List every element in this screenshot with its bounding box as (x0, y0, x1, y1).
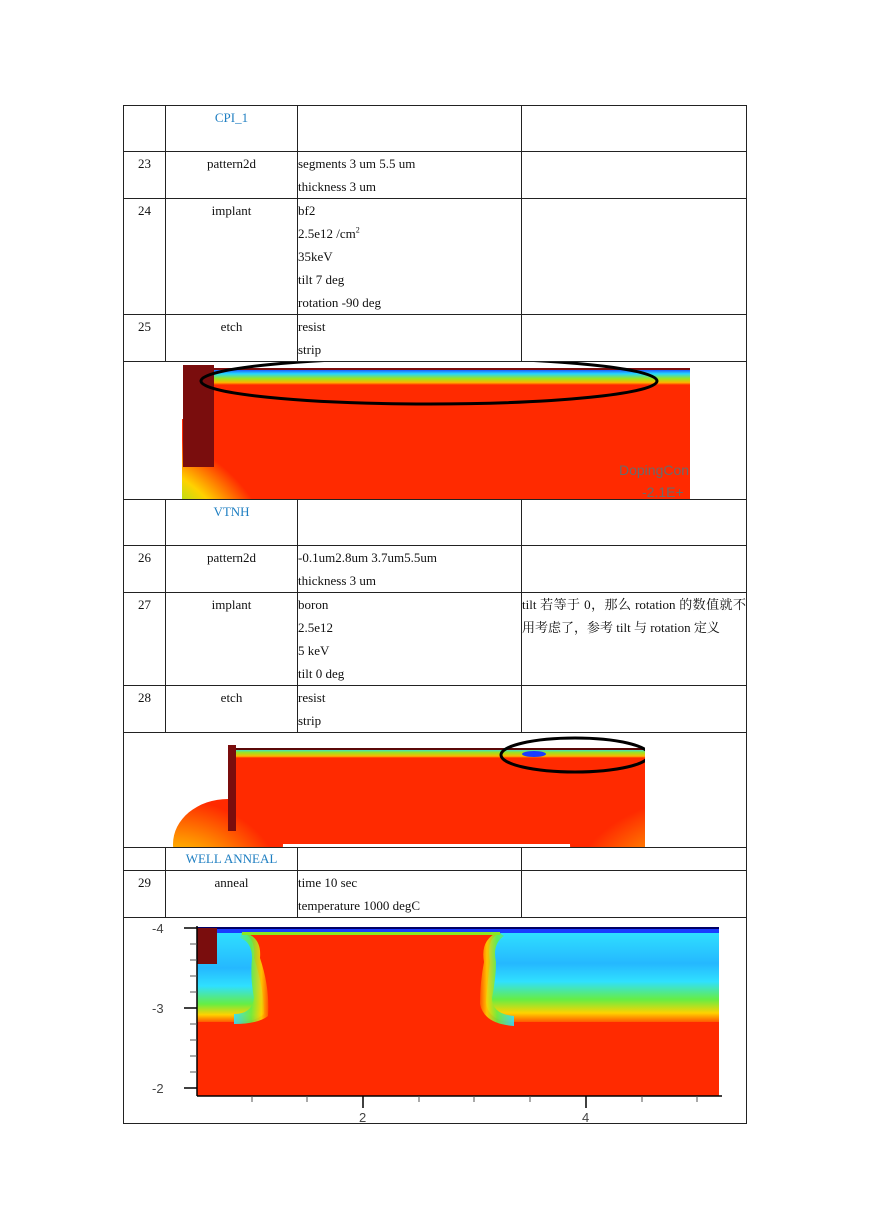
figure-row (124, 362, 747, 500)
implant-spot (522, 751, 546, 757)
figure-row (124, 733, 747, 848)
step-number: 28 (124, 686, 166, 733)
step-name: anneal (166, 871, 298, 918)
y-tick-label: -3 (152, 1001, 164, 1016)
step-params (298, 593, 522, 686)
param-line: time 10 sec (298, 875, 358, 890)
x-tick-label: 2 (359, 1110, 367, 1123)
surface-layer-green (242, 932, 500, 935)
step-name: etch (166, 686, 298, 733)
param-line: 2.5e12 $/cm^2$ (298, 225, 360, 241)
plot-clip (720, 918, 745, 1123)
param-line: rotation -90 deg (298, 295, 382, 310)
step-number: 27 (124, 593, 166, 686)
param-line: -0.1um2.8um 3.7um5.5um (298, 550, 438, 565)
section-row-vtnh (124, 500, 747, 546)
plot-clip (645, 733, 745, 847)
step-name: etch (166, 315, 298, 362)
step-name: pattern2d (166, 546, 298, 593)
param-line: boron (298, 597, 329, 612)
surface-layer (214, 369, 690, 385)
step-params (298, 871, 522, 918)
param-line: temperature 1000 degC (298, 898, 421, 913)
step-name: pattern2d (166, 152, 298, 199)
well-region-right (486, 932, 719, 1022)
plot-clip-left (124, 362, 182, 499)
step-number: 26 (124, 546, 166, 593)
figure-row (124, 918, 747, 1124)
resist-block (228, 745, 236, 831)
section-row-cpi (124, 106, 747, 152)
param-line: bf2 (298, 203, 316, 218)
table-row (124, 593, 747, 686)
y-tick-label: -4 (152, 921, 164, 936)
param-line: tilt 0 deg (298, 666, 345, 681)
resist-block (197, 928, 217, 964)
doping-plot-anneal (124, 918, 745, 1123)
table-row (124, 546, 747, 593)
plot-clip (690, 362, 745, 499)
x-tick-label: 4 (582, 1110, 590, 1123)
step-params (298, 546, 522, 593)
step-number: 23 (124, 152, 166, 199)
table-row (124, 315, 747, 362)
step-params (298, 315, 522, 362)
superscript: 2 (355, 225, 360, 235)
surface-layer (236, 749, 645, 758)
param-line: 35keV (298, 249, 333, 264)
param-line: 2.5e12 (298, 620, 334, 635)
step-name: implant (166, 199, 298, 315)
x-minor-ticks (252, 1096, 697, 1102)
doping-plot-cpi (124, 362, 745, 499)
step-number: 24 (124, 199, 166, 315)
table-row (124, 871, 747, 918)
resist-block (183, 365, 214, 467)
section-title: WELL ANNEAL (166, 848, 298, 871)
step-params (298, 199, 522, 315)
doping-plot-vtnh (124, 733, 745, 847)
surface-line (197, 927, 719, 929)
legend-title: DopingCon (619, 462, 690, 478)
param-line: thickness 3 um (298, 573, 376, 588)
step-params (298, 686, 522, 733)
surface-line (236, 748, 645, 750)
step-name: implant (166, 593, 298, 686)
y-tick-label: -2 (152, 1081, 164, 1096)
param-line: resist (298, 319, 326, 334)
table-row (124, 199, 747, 315)
table-row (124, 686, 747, 733)
param-line: strip (298, 342, 322, 357)
section-title: VTNH (166, 500, 298, 546)
table-row (124, 152, 747, 199)
legend-value: -2.1E+ (642, 484, 684, 499)
param-line: tilt 7 deg (298, 272, 345, 287)
param-line: thickness 3 um (298, 179, 376, 194)
section-row-well-anneal (124, 848, 747, 871)
section-title: CPI_1 (166, 106, 298, 152)
step-number: 29 (124, 871, 166, 918)
param-line: strip (298, 713, 322, 728)
param-line: 5 keV (298, 643, 330, 658)
param-line: resist (298, 690, 326, 705)
process-table (123, 105, 747, 1124)
step-note: tilt 若等于 0，那么 rotation 的数值就不用考虑了，参考 tilt 与 rotation 定义 (522, 593, 747, 686)
param-line: segments 3 um 5.5 um (298, 156, 416, 171)
step-params (298, 152, 522, 199)
step-number: 25 (124, 315, 166, 362)
